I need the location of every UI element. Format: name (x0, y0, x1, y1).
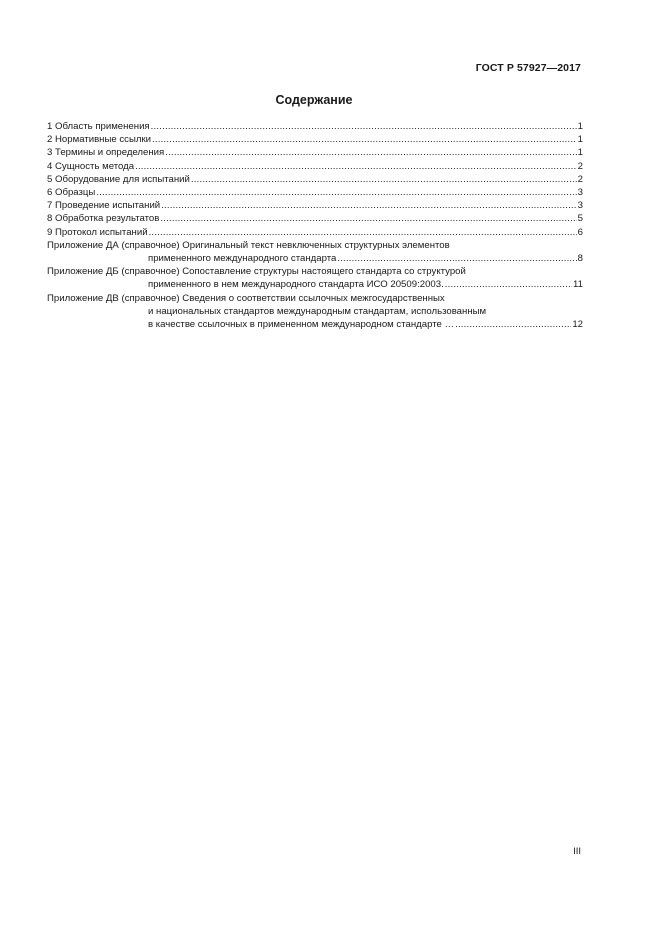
leader-dots (160, 212, 576, 225)
toc-item-page: 5 (577, 213, 583, 225)
appendix-title-line: и национальных стандартов международным стандартам, использованным (148, 305, 487, 317)
toc-item[interactable] (47, 120, 583, 133)
toc-item[interactable] (47, 160, 583, 173)
toc-item-text: 3 Термины и определения (47, 147, 165, 159)
toc-item[interactable] (47, 133, 583, 146)
toc-item-page: 11 (573, 279, 583, 291)
toc-item-page: 3 (577, 187, 583, 199)
leader-dots (165, 146, 576, 159)
toc-item-page: 1 (577, 134, 583, 146)
appendix-title-line: Приложение ДВ (справочное) Сведения о соответствии ссылочных межгосударственных (47, 292, 445, 304)
leader-dots (151, 120, 577, 133)
appendix-title-line: Приложение ДА (справочное) Оригинальный текст невключенных структурных элементов (47, 239, 450, 251)
leader-dots (337, 252, 576, 265)
toc-item[interactable] (47, 226, 583, 239)
toc-item-text: 1 Область применения (47, 121, 150, 132)
toc-item[interactable] (47, 212, 583, 225)
document-code: ГОСТ Р 57927—2017 (475, 62, 581, 74)
page-number: III (573, 846, 581, 857)
toc-item-text: 9 Протокол испытаний (47, 226, 148, 238)
toc-appendix-dv[interactable] (47, 292, 583, 332)
toc-item-page: 12 (572, 319, 583, 331)
leader-dots (149, 226, 577, 239)
toc-item-text: 6 Образцы (47, 187, 96, 199)
toc-item-page: 3 (577, 200, 583, 212)
leader-dots (161, 199, 576, 212)
toc-item[interactable] (47, 146, 583, 159)
toc-item-page: 8 (577, 253, 583, 265)
toc-item-text: 7 Проведение испытаний (47, 200, 161, 212)
page-title: Содержание (275, 93, 353, 107)
toc-item-text: 5 Оборудование для испытаний (47, 173, 190, 185)
toc-item-page: 1 (577, 147, 583, 159)
appendix-title-line: Приложение ДБ (справочное) Сопоставление структуры настоящего стандарта со структурой (47, 266, 466, 278)
appendix-title-line: примененного международного стандарта (148, 253, 337, 265)
leader-dots (191, 173, 577, 186)
toc-item-text: 4 Сущность метода (47, 160, 135, 172)
appendix-title-line: в качестве ссылочных в примененном международном стандарте … (148, 319, 455, 331)
leader-dots (455, 318, 571, 331)
toc-item-page: 6 (577, 226, 583, 238)
toc-item-page: 2 (577, 173, 583, 185)
leader-dots (152, 133, 577, 146)
leader-dots (445, 278, 572, 291)
table-of-contents (47, 120, 583, 331)
toc-item[interactable] (47, 173, 583, 186)
leader-dots (96, 186, 576, 199)
appendix-title-line: примененного в нем международного стандарта ИСО 20509:2003. (148, 279, 444, 291)
toc-item-page: 1 (577, 121, 583, 132)
toc-item-text: 2 Нормативные ссылки (47, 134, 152, 146)
toc-appendix-da[interactable] (47, 239, 583, 265)
toc-appendix-db[interactable] (47, 265, 583, 291)
leader-dots (135, 160, 577, 173)
toc-item-text: 8 Обработка результатов (47, 213, 160, 225)
toc-item-page: 2 (577, 160, 583, 172)
toc-item[interactable] (47, 186, 583, 199)
toc-item[interactable] (47, 199, 583, 212)
